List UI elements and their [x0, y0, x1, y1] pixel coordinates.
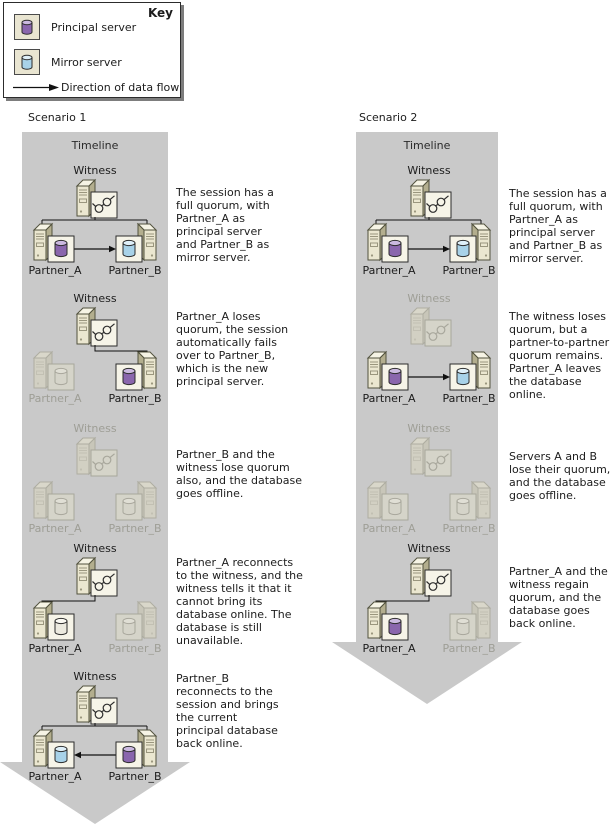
s1-stage-2 — [22, 292, 168, 404]
s2-stage-1-description: The session has a full quorum, with Partner_A as principal server and Partner_B as mirror server. — [509, 187, 607, 265]
partner-b-label: Partner_B — [108, 392, 162, 405]
s1-stage-1 — [22, 164, 168, 276]
witness-label: Witness — [407, 292, 451, 305]
partner-a-label: Partner_A — [362, 522, 416, 535]
s1-stage-3-description: Partner_B and the witness lose quorum also, and the database goes offline. — [176, 448, 302, 500]
partner-a-label: Partner_A — [28, 264, 82, 277]
partner-b-label: Partner_B — [108, 522, 162, 535]
partner-a-server-icon — [32, 728, 78, 770]
partner-a-server-icon — [366, 350, 412, 392]
partner-b-server-icon-lost — [446, 600, 492, 642]
s1-stage-4 — [22, 542, 168, 654]
data-flow-label: Direction of data flow — [61, 81, 180, 94]
mirror-server-label: Mirror server — [51, 56, 122, 69]
partner-b-label: Partner_B — [108, 642, 162, 655]
partner-b-server-icon-lost — [446, 480, 492, 522]
scenario-2-timeline — [356, 132, 498, 655]
witness-label: Witness — [407, 422, 451, 435]
partner-b-server-icon — [112, 222, 158, 264]
witness-label: Witness — [73, 422, 117, 435]
s2-stage-2-description: The witness loses quorum, but a partner-to-partner quorum remains. Partner_A leaves the database online. — [509, 310, 610, 401]
partner-b-label: Partner_B — [442, 642, 496, 655]
s1-stage-5-description: Partner_B reconnects to the session and brings the current principal database back online. — [176, 672, 279, 750]
partner-b-label: Partner_B — [442, 522, 496, 535]
timeline-label: Timeline — [403, 139, 451, 152]
partner-a-label: Partner_A — [28, 392, 82, 405]
scenario-1-title: Scenario 1 — [28, 111, 87, 124]
principal-server-icon — [14, 14, 40, 40]
s1-stage-2-description: Partner_A loses quorum, the session automatically fails over to Partner_B, which is the new principal server. — [176, 310, 289, 388]
partner-a-label: Partner_A — [28, 770, 82, 783]
s2-stage-3 — [356, 422, 498, 534]
witness-label: Witness — [73, 670, 117, 683]
witness-label: Witness — [407, 542, 451, 555]
witness-label: Witness — [73, 292, 117, 305]
s2-stage-3-description: Servers A and B lose their quorum, and the database goes offline. — [509, 450, 611, 502]
partner-b-server-icon — [112, 350, 158, 392]
partner-b-server-icon — [446, 222, 492, 264]
partner-b-label: Partner_B — [442, 392, 496, 405]
witness-label: Witness — [73, 542, 117, 555]
s2-stage-2 — [356, 292, 498, 404]
timeline-label: Timeline — [71, 139, 119, 152]
partner-b-label: Partner_B — [108, 264, 162, 277]
partner-b-label: Partner_B — [442, 264, 496, 277]
s1-stage-1-description: The session has a full quorum, with Partner_A as principal server and Partner_B as mirror server. — [176, 186, 274, 264]
s2-stage-1 — [356, 164, 498, 276]
witness-label: Witness — [407, 164, 451, 177]
principal-server-label: Principal server — [51, 21, 137, 34]
partner-b-server-icon-lost — [112, 480, 158, 522]
partner-a-label: Partner_A — [28, 642, 82, 655]
witness-label: Witness — [73, 164, 117, 177]
partner-a-label: Partner_A — [362, 264, 416, 277]
key-legend — [3, 2, 181, 98]
partner-a-server-icon-lost — [32, 480, 78, 522]
key-title: Key — [147, 6, 173, 20]
mirror-server-icon — [14, 49, 40, 75]
scenario-1-timeline — [22, 132, 168, 783]
partner-b-server-icon — [446, 350, 492, 392]
witness-server-icon-lost — [75, 436, 121, 478]
partner-a-server-icon — [32, 222, 78, 264]
s1-stage-3 — [22, 422, 168, 534]
partner-b-server-icon-lost — [112, 600, 158, 642]
s1-stage-4-description: Partner_A reconnects to the witness, and the witness tells it that it cannot bring its database online. The database is still unavailable. — [176, 556, 303, 647]
partner-a-label: Partner_A — [28, 522, 82, 535]
s2-stage-4 — [356, 542, 498, 654]
partner-a-server-icon — [366, 600, 412, 642]
scenario-2-title: Scenario 2 — [359, 111, 418, 124]
s2-stage-4-description: Partner_A and the witness regain quorum, and the database goes back online. — [509, 565, 608, 630]
partner-a-server-icon — [32, 600, 78, 642]
partner-a-label: Partner_A — [362, 392, 416, 405]
partner-a-server-icon — [366, 222, 412, 264]
partner-b-server-icon — [112, 728, 158, 770]
witness-server-icon-lost — [409, 436, 455, 478]
partner-b-label: Partner_B — [108, 770, 162, 783]
partner-a-server-icon-lost — [366, 480, 412, 522]
partner-a-label: Partner_A — [362, 642, 416, 655]
partner-a-server-icon-lost — [32, 350, 78, 392]
data-flow-arrow-icon — [12, 83, 60, 92]
s1-stage-5 — [22, 670, 168, 782]
